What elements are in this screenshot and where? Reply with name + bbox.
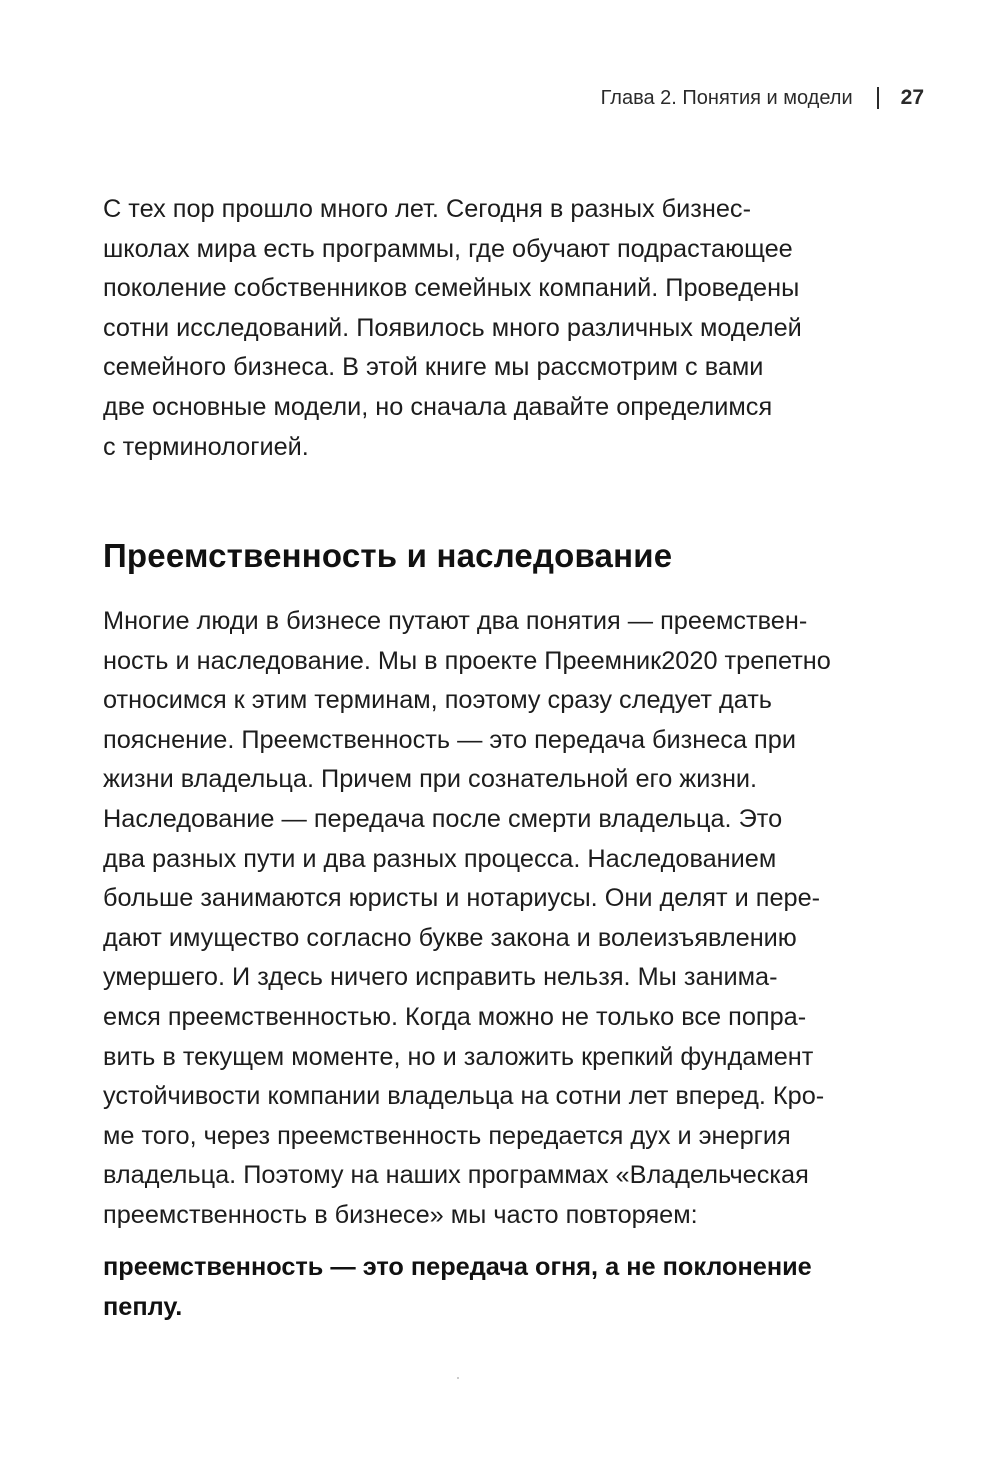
text-line: жизни владельца. Причем при сознательной его жизни. (103, 765, 758, 794)
text-line: устойчивости компании владельца на сотни лет вперед. Кро- (103, 1082, 825, 1111)
page-number: 27 (900, 86, 924, 109)
text-line: семейного бизнеса. В этой книге мы рассмотрим с вами (103, 353, 764, 382)
text-line: школах мира есть программы, где обучают подрастающее (103, 234, 793, 263)
text-line: пояснение. Преемственность — это передача бизнеса при (103, 725, 796, 754)
text-line: преемственность в бизнесе» мы часто повторяем: (103, 1200, 698, 1229)
chapter-title: Глава 2. Понятия и модели (600, 86, 853, 109)
scan-speck (457, 1377, 459, 1379)
section-heading: Преемственность и наследование (103, 537, 673, 574)
text-line: Наследование — передача после смерти владельца. Это (103, 804, 783, 833)
paragraph-body (103, 602, 873, 1236)
text-line: вить в текущем моменте, но и заложить крепкий фундамент (103, 1042, 814, 1071)
running-header (601, 86, 924, 110)
text-line: ме того, через преемственность передается дух и энергия (103, 1121, 791, 1150)
text-line: емся преемственностью. Когда можно не только все попра- (103, 1002, 807, 1031)
text-line: две основные модели, но сначала давайте определимся (103, 392, 773, 421)
paragraph-intro (103, 190, 873, 467)
text-line: Многие люди в бизнесе путают два понятия — преемствен- (103, 607, 808, 635)
text-line: относимся к этим терминам, поэтому сразу следует дать (103, 686, 772, 715)
text-line: ность и наследование. Мы в проекте Преемник2020 трепетно (103, 646, 831, 675)
text-line: дают имущество согласно букве закона и волеизъявлению (103, 923, 797, 952)
text-line: поколение собственников семейных компаний. Проведены (103, 274, 800, 303)
text-line: умершего. И здесь ничего исправить нельзя. Мы занима- (103, 963, 778, 992)
text-line: два разных пути и два разных процесса. Наследованием (103, 844, 777, 873)
text-line: преемственность — это передача огня, а не поклонение (103, 1253, 812, 1281)
text-line: С тех пор прошло много лет. Сегодня в разных бизнес- (103, 195, 752, 223)
text-line: сотни исследований. Появилось много различных моделей (103, 313, 802, 342)
text-line: владельца. Поэтому на наших программах «Владельческая (103, 1161, 809, 1190)
text-line: с терминологией. (103, 432, 309, 461)
emphasized-quote (103, 1248, 873, 1327)
text-line: больше занимаются юристы и нотариусы. Они делят и пере- (103, 884, 821, 913)
header-divider (877, 87, 879, 109)
text-line: пеплу. (103, 1292, 183, 1321)
